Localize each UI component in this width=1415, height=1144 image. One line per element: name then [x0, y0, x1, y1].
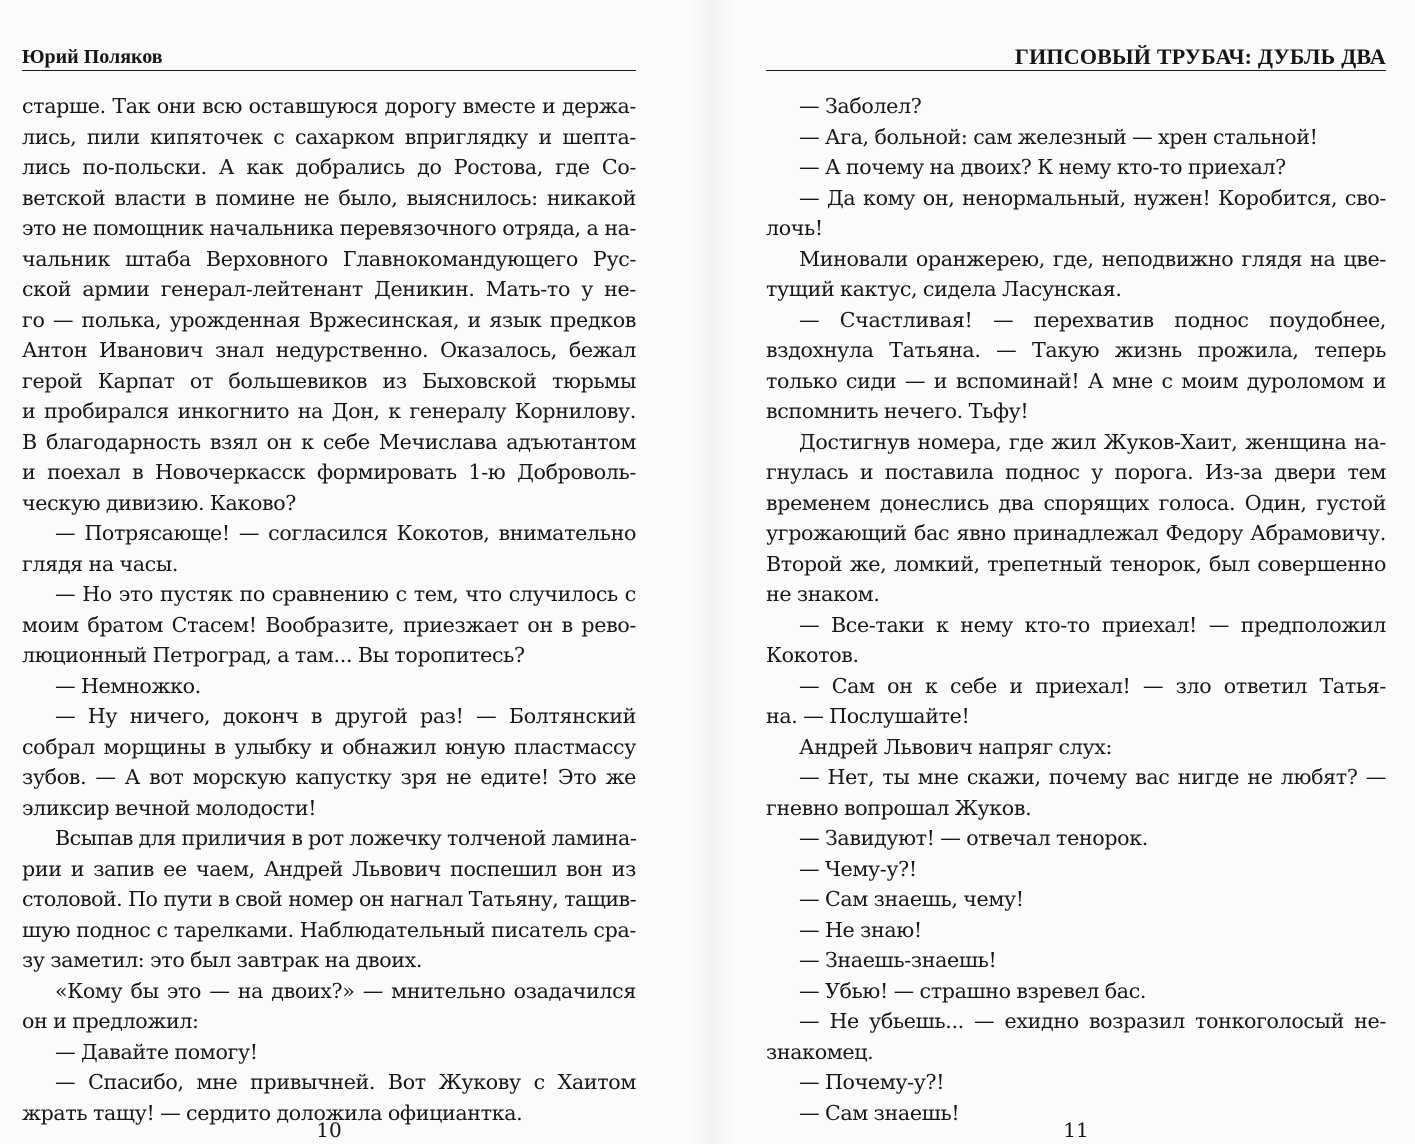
text-line: жрать тащу! — сердито доложила официантка.	[22, 1100, 523, 1125]
text-line: Кокотов.	[766, 643, 859, 667]
text-line: на. — Послушайте!	[766, 704, 970, 728]
text-line: рии и запив ее чаем, Андрей Львович поспешил вон из	[22, 856, 636, 881]
text-line: — Почему-у?!	[799, 1070, 945, 1094]
text-line: Андрей Львович напряг слух:	[799, 734, 1113, 759]
text-line: лись по-польски. А как добрались до Ростова, где Со-	[22, 155, 636, 179]
text-line: эликсир вечной молодости!	[22, 795, 317, 820]
text-line: — Убью! — страшно взревел бас.	[799, 978, 1147, 1003]
text-line: — Ну ничего, доконч в другой раз! — Болтянский	[55, 704, 636, 728]
text-line: старше. Так они всю оставшуюся дорогу вместе и держа-	[22, 94, 636, 118]
text-line: лочь!	[766, 216, 823, 240]
text-line: — Потрясающе! — согласился Кокотов, внимательно	[55, 521, 636, 545]
right-body-text	[766, 91, 1386, 1128]
text-line: — А почему на двоих? К нему кто-то приехал?	[799, 155, 1286, 179]
text-line: — Давайте помогу!	[55, 1039, 258, 1064]
text-line: — Немножко.	[55, 673, 201, 698]
text-line: — Но это пустяк по сравнению с тем, что случилось с	[55, 582, 636, 606]
text-line: и пробирался инкогнито на Дон, к генералу Корнилову.	[22, 399, 636, 423]
text-line: гнулась и поставила поднос у порога. Из-за двери тем	[766, 460, 1386, 484]
text-line: — Знаешь-знаешь!	[799, 948, 997, 972]
text-line: Достигнув номера, где жил Жуков-Хаит, женщина на-	[799, 429, 1386, 454]
text-line: Всыпав для приличия в рот ложечку толченой ламина-	[55, 826, 636, 850]
text-line: временем донеслись два спорящих голоса. Один, густой	[766, 490, 1386, 515]
text-line: — Чему-у?!	[799, 856, 917, 881]
text-line: — Сам знаешь!	[799, 1100, 960, 1125]
left-page	[22, 0, 636, 1144]
text-line: — Нет, ты мне скажи, почему вас нигде не любят? —	[799, 765, 1386, 789]
text-line: глядя на часы.	[22, 551, 179, 576]
text-line: только сиди — и вспоминай! А мне с моим дуроломом и	[766, 368, 1386, 393]
text-line: собрал морщины в улыбку и обнажил юную пластмассу	[22, 734, 636, 759]
page-number: 10	[316, 1118, 342, 1142]
text-line: люционный Петроград, а там... Вы торопитесь?	[22, 643, 525, 667]
text-line: чальник штаба Верховного Главнокомандующего Рус-	[22, 246, 636, 271]
text-line: — Не убьешь... — ехидно возразил тонкоголосый не-	[799, 1009, 1386, 1033]
text-line: — Ага, больной: сам железный — хрен стальной!	[799, 124, 1318, 149]
page-number: 11	[1063, 1118, 1089, 1142]
text-line: — Спасибо, мне привычней. Вот Жукову с Хаитом	[55, 1070, 636, 1094]
text-line: ветской власти в помине не было, выяснилось: никакой	[22, 185, 636, 210]
text-line: вздохнула Татьяна. — Такую жизнь прожила, теперь	[766, 338, 1386, 362]
text-line: Второй же, ломкий, трепетный тенорок, был совершенно	[766, 551, 1386, 576]
left-running-head: Юрий Поляков	[22, 44, 636, 71]
text-line: — Сам знаешь, чему!	[799, 887, 1024, 911]
text-line: знакомец.	[766, 1039, 874, 1064]
text-line: это не помощник начальника перевязочного отряда, а на-	[22, 216, 636, 240]
right-running-head: ГИПСОВЫЙ ТРУБАЧ: ДУБЛЬ ДВА	[766, 44, 1386, 71]
text-line: зу заметил: это был завтрак на двоих.	[22, 948, 423, 972]
text-line: гневно вопрошал Жуков.	[766, 795, 1032, 820]
text-line: «Кому бы это — на двоих?» — мнительно озадачился	[55, 978, 636, 1003]
text-line: Миновали оранжерею, где, неподвижно глядя на цве-	[799, 246, 1386, 271]
left-body-text	[22, 91, 636, 1128]
text-line: лись, пили кипяточек с сахарком вприглядку и шепта-	[22, 124, 636, 149]
text-line: — Сам он к себе и приехал! — зло ответил Татья-	[799, 673, 1386, 698]
text-line: он и предложил:	[22, 1009, 199, 1033]
text-line: моим братом Стасем! Вообразите, приезжает он в рево-	[22, 612, 636, 637]
text-line: — Завидуют! — отвечал тенорок.	[799, 826, 1148, 850]
text-line: — Заболел?	[799, 94, 922, 118]
text-line: зубов. — А вот морскую капустку зря не едите! Это же	[22, 765, 636, 789]
right-page	[766, 0, 1386, 1144]
text-line: не знаком.	[766, 582, 880, 606]
text-line: столовой. По пути в свой номер он нагнал Татьяну, тащив-	[22, 887, 636, 911]
text-line: тущий кактус, сидела Ласунская.	[766, 277, 1122, 301]
book-gutter	[690, 0, 734, 1144]
text-line: и поехал в Новочеркасск формировать 1-ю Доброволь-	[22, 460, 636, 484]
text-line: шую поднос с тарелками. Наблюдательный писатель сра-	[22, 917, 636, 942]
text-line: вспомнить нечего. Тьфу!	[766, 399, 1029, 423]
text-line: — Да кому он, ненормальный, нужен! Коробится, сво-	[799, 185, 1386, 210]
text-line: угрожающий бас явно принадлежал Федору Абрамовичу.	[766, 521, 1386, 545]
text-line: ской армии генерал-лейтенант Деникин. Мать-то у не-	[22, 277, 636, 301]
text-line: Антон Иванович знал недурственно. Оказалось, бежал	[22, 338, 636, 362]
text-line: — Счастливая! — перехватив поднос поудобнее,	[799, 307, 1386, 332]
text-line: — Не знаю!	[799, 917, 922, 942]
text-line: — Все-таки к нему кто-то приехал! — предположил	[799, 612, 1386, 637]
text-line: го — полька, урожденная Вржесинская, и язык предков	[22, 307, 636, 332]
text-line: В благодарность взял он к себе Мечислава адъютантом	[22, 429, 636, 454]
text-line: герой Карпат от большевиков из Быховской тюрьмы	[22, 368, 636, 393]
text-line: ческую дивизию. Каково?	[22, 490, 296, 515]
